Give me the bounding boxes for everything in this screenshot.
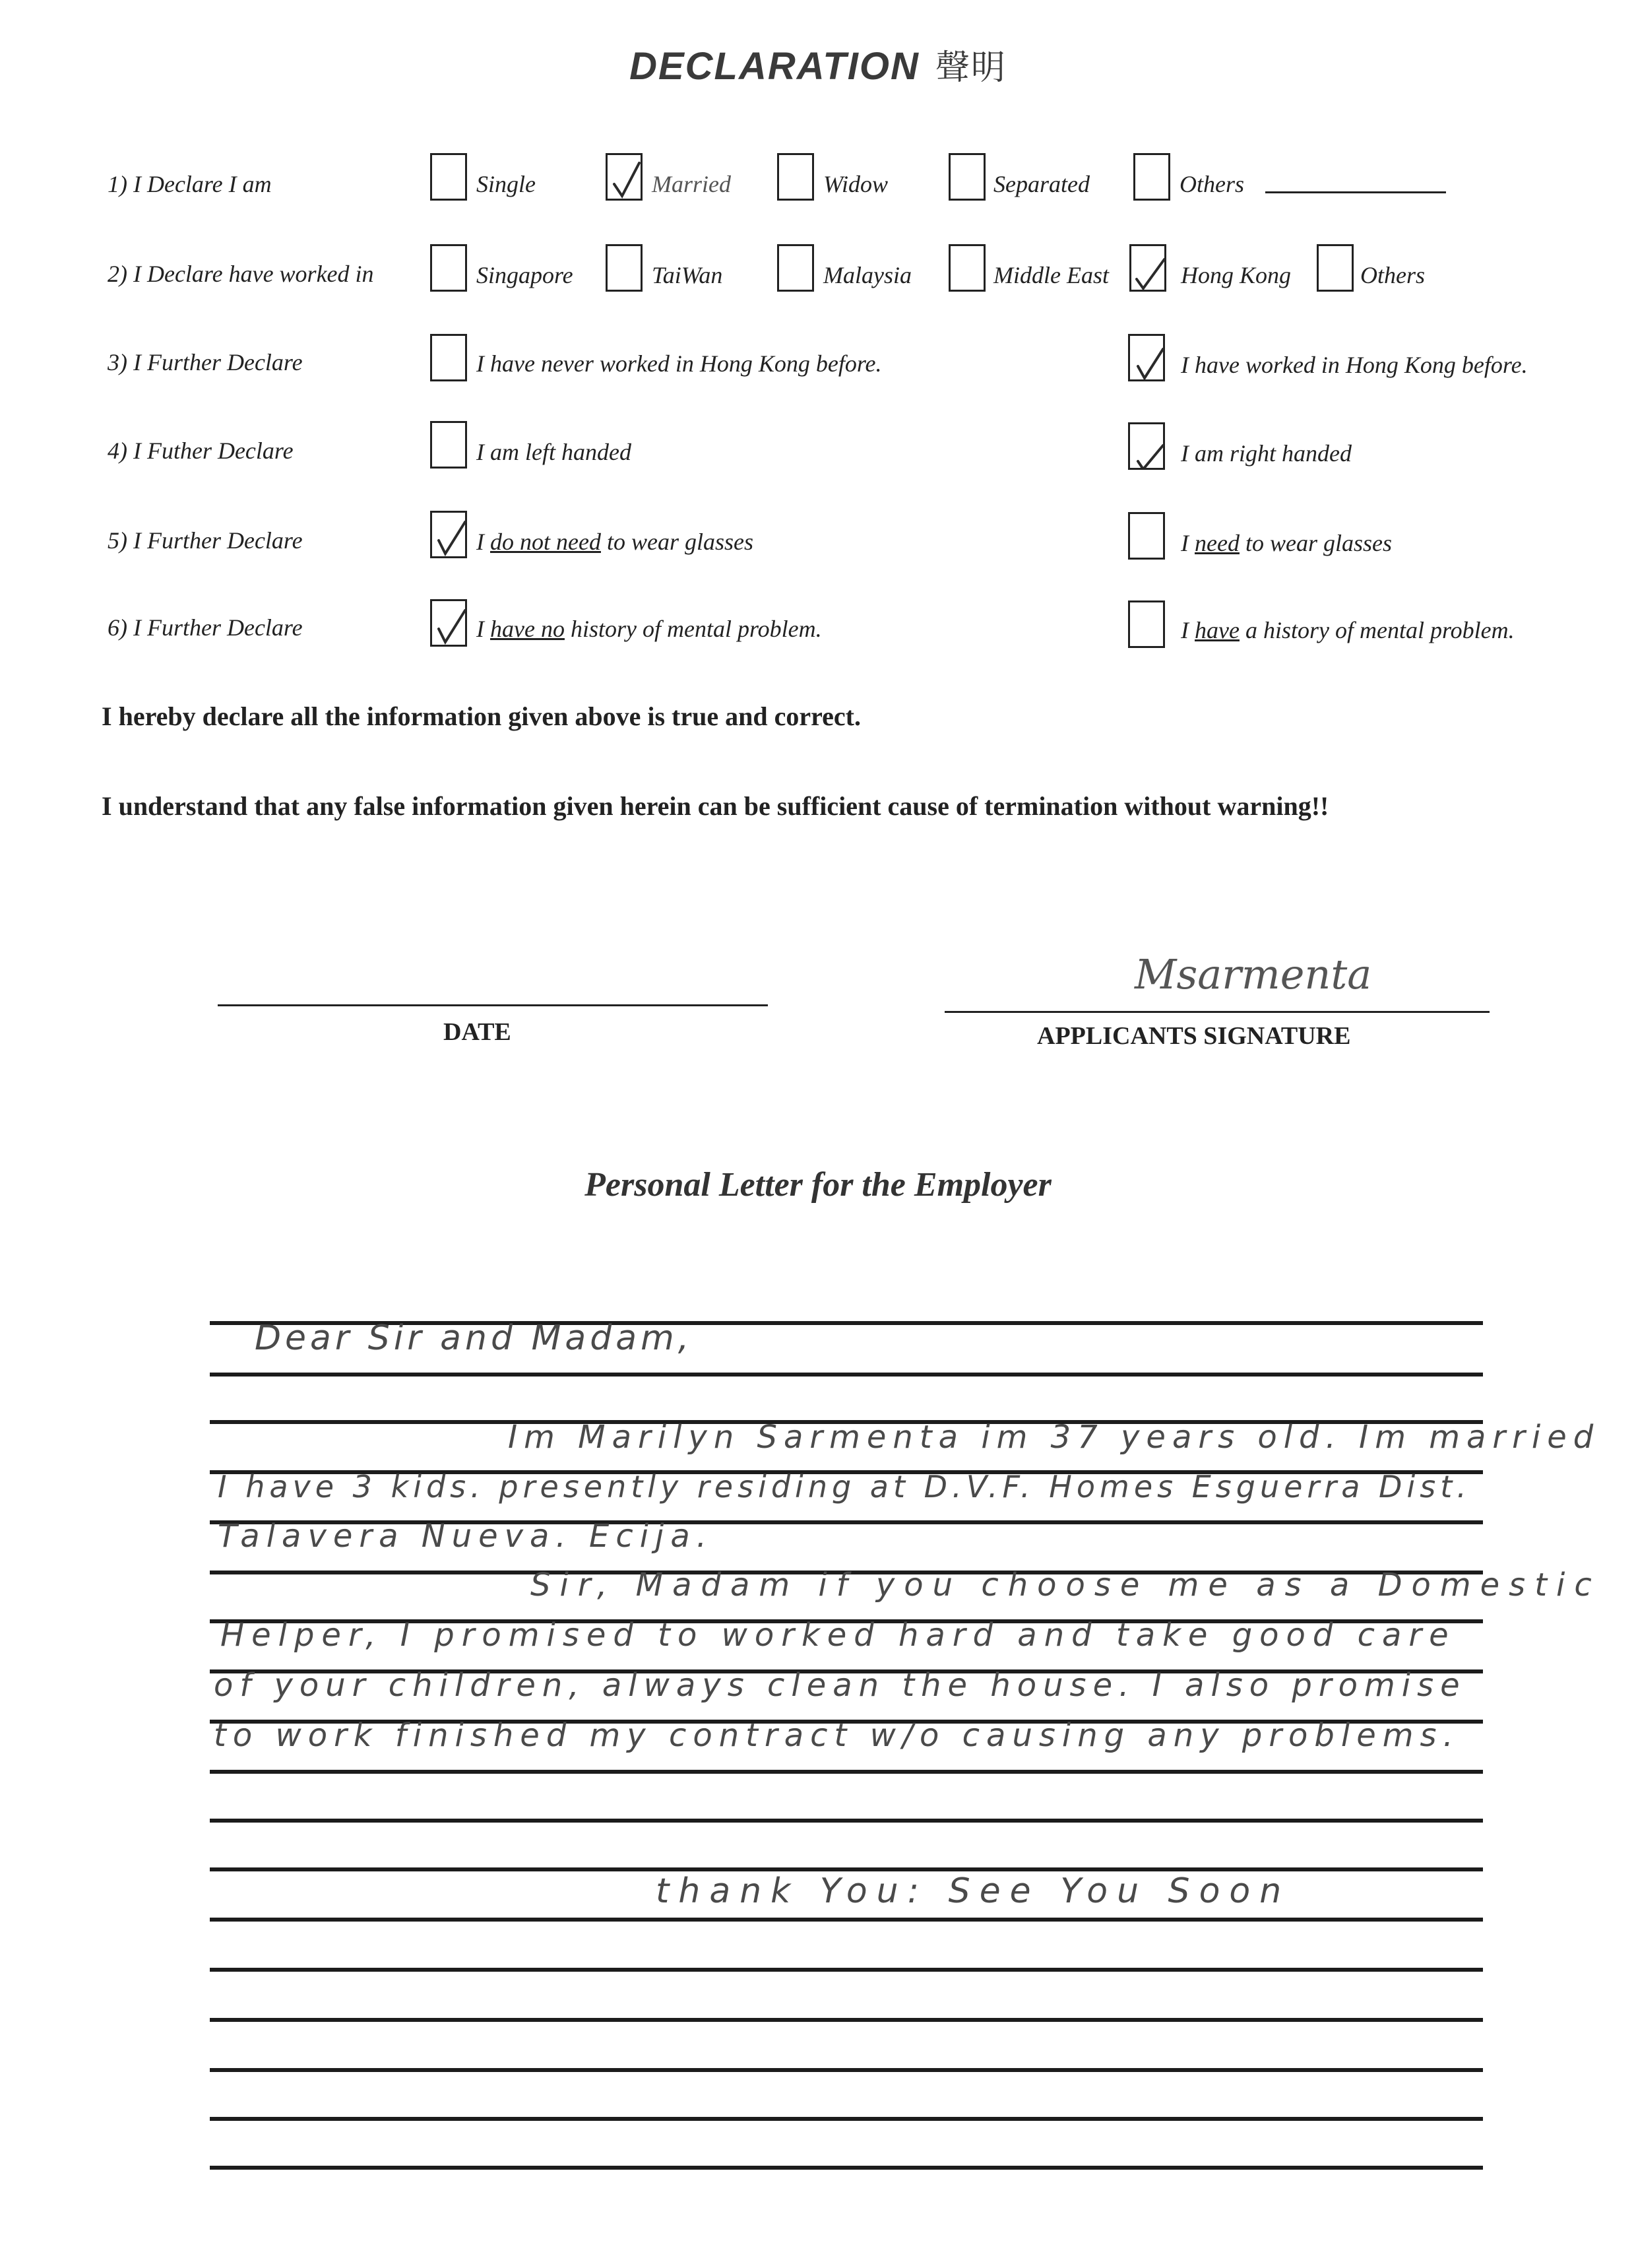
- option-need-glasses: I need to wear glasses: [1181, 530, 1392, 556]
- letter-rule: [210, 1373, 1483, 1377]
- option-no-mental-problem: I have no history of mental problem.: [476, 616, 822, 642]
- letter-rule: [210, 1968, 1483, 1972]
- checkbox-hong-kong[interactable]: [1129, 244, 1166, 292]
- checkmark-icon: [1134, 250, 1166, 290]
- letter-rule: [210, 1770, 1483, 1774]
- checkbox-worked-hk[interactable]: [1128, 334, 1165, 381]
- checkbox-singapore[interactable]: [430, 244, 467, 292]
- signature-line[interactable]: [945, 1011, 1490, 1013]
- date-line[interactable]: [218, 1004, 768, 1006]
- checkbox-right-handed[interactable]: [1128, 422, 1165, 470]
- checkbox-no-mental-problem[interactable]: [430, 599, 467, 647]
- date-label: DATE: [443, 1018, 511, 1046]
- checkbox-middle-east[interactable]: [949, 244, 986, 292]
- others-status-blank[interactable]: [1265, 191, 1446, 193]
- letter-rule: [210, 2068, 1483, 2072]
- letter-line-1: Dear Sir and Madam,: [255, 1318, 693, 1358]
- checkbox-malaysia[interactable]: [777, 244, 814, 292]
- checkbox-mental-problem[interactable]: [1128, 600, 1165, 648]
- letter-line-6: Sir, Madam if you choose me as a Domestic: [530, 1567, 1601, 1604]
- declaration-title: [0, 40, 1636, 89]
- option-separated: Separated: [993, 171, 1090, 197]
- checkbox-need-glasses[interactable]: [1128, 512, 1165, 560]
- checkbox-separated[interactable]: [949, 153, 986, 201]
- checkbox-married[interactable]: [606, 153, 643, 201]
- option-others-status: Others: [1180, 171, 1244, 197]
- checkmark-icon: [610, 159, 642, 199]
- checkbox-single[interactable]: [430, 153, 467, 201]
- signature-label: APPLICANTS SIGNATURE: [1037, 1022, 1351, 1050]
- checkbox-never-worked-hk[interactable]: [430, 334, 467, 381]
- letter-line-8: of your children, always clean the house. I also promise: [214, 1667, 1466, 1704]
- statement-false-info: I understand that any false information given herein can be sufficient cause of termination without warning!!: [102, 791, 1329, 821]
- option-taiwan: TaiWan: [652, 262, 723, 288]
- letter-line-3: Im Marilyn Sarmenta im 37 years old. Im married: [508, 1419, 1600, 1456]
- letter-rule: [210, 2018, 1483, 2022]
- option-middle-east: Middle East: [993, 262, 1109, 288]
- checkbox-taiwan[interactable]: [606, 244, 643, 292]
- letter-rule: [210, 2117, 1483, 2121]
- checkmark-icon: [1133, 428, 1164, 468]
- option-never-worked-hk: I have never worked in Hong Kong before.: [476, 350, 882, 377]
- checkbox-left-handed[interactable]: [430, 421, 467, 469]
- option-others-country: Others: [1360, 262, 1425, 288]
- option-left-handed: I am left handed: [476, 439, 631, 465]
- checkmark-icon: [1133, 340, 1164, 379]
- question-3: 3) I Further Declare: [108, 349, 303, 375]
- option-married: Married: [652, 171, 731, 197]
- letter-rule: [210, 2166, 1483, 2170]
- question-5: 5) I Further Declare: [108, 527, 303, 554]
- letter-rule: [210, 1918, 1483, 1922]
- option-widow: Widow: [823, 171, 889, 197]
- declaration-title-en: DECLARATION: [629, 45, 920, 88]
- option-no-glasses: I do not need to wear glasses: [476, 529, 753, 555]
- letter-closing: thank You: See You Soon: [656, 1871, 1291, 1911]
- declaration-title-cn: 聲明: [935, 48, 1007, 88]
- checkbox-widow[interactable]: [777, 153, 814, 201]
- option-hong-kong: Hong Kong: [1181, 262, 1292, 288]
- letter-title: Personal Letter for the Employer: [584, 1166, 1052, 1204]
- option-malaysia: Malaysia: [823, 262, 912, 288]
- option-single: Single: [476, 171, 536, 197]
- option-mental-problem: I have a history of mental problem.: [1181, 617, 1515, 643]
- letter-line-9: to work finished my contract w/o causing any problems.: [214, 1717, 1460, 1754]
- letter-line-5: Talavera Nueva. Ecija.: [218, 1518, 714, 1555]
- checkbox-others-status[interactable]: [1133, 153, 1170, 201]
- question-2: 2) I Declare have worked in: [108, 261, 374, 287]
- statement-true-correct: I hereby declare all the information given above is true and correct.: [102, 701, 861, 731]
- question-4: 4) I Futher Declare: [108, 437, 294, 464]
- option-right-handed: I am right handed: [1181, 440, 1352, 467]
- checkmark-icon: [435, 605, 466, 645]
- question-1: 1) I Declare I am: [108, 171, 272, 197]
- letter-line-7: Helper, I promised to worked hard and take good care: [220, 1617, 1456, 1654]
- option-singapore: Singapore: [476, 262, 573, 288]
- checkbox-no-glasses[interactable]: [430, 511, 467, 558]
- letter-line-4: I have 3 kids. presently residing at D.V.F. Homes Esguerra Dist.: [218, 1469, 1471, 1505]
- letter-rule: [210, 1819, 1483, 1823]
- question-6: 6) I Further Declare: [108, 614, 303, 641]
- checkmark-icon: [435, 517, 466, 556]
- option-worked-hk: I have worked in Hong Kong before.: [1181, 352, 1528, 378]
- checkbox-others-country[interactable]: [1317, 244, 1354, 292]
- applicant-signature: Msarmenta: [1135, 950, 1372, 998]
